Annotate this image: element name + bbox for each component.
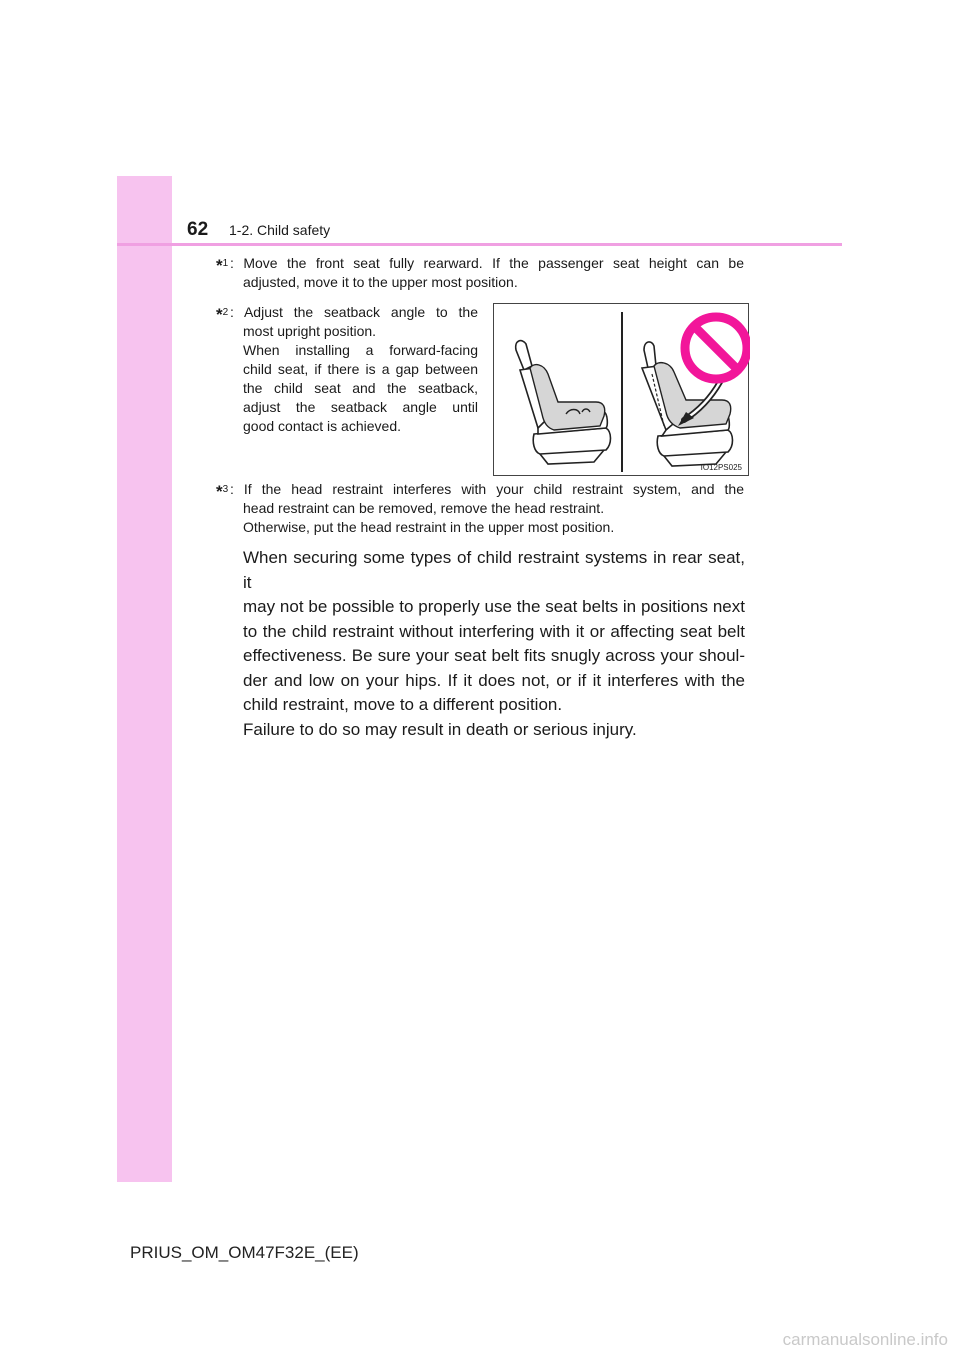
paragraph-line: may not be possible to properly use the seat belts in positions next	[243, 597, 745, 616]
footnote-2	[216, 303, 478, 436]
footnote-3	[216, 480, 744, 537]
section-title: 1-2. Child safety	[229, 222, 331, 238]
footnote-line: most upright position.	[243, 323, 377, 339]
paragraph-line: Failure to do so may result in death or serious injury.	[243, 719, 637, 739]
footnote-marker: *$^1$	[216, 256, 229, 275]
footnote-line: adjust the seatback angle until	[243, 399, 478, 415]
seat-drawing	[494, 304, 750, 477]
child-seat-illustration	[493, 303, 749, 476]
paragraph-line: to the child restraint without interfering with it or affecting seat belt	[243, 621, 745, 641]
footnote-marker: *$^3$	[216, 482, 229, 501]
footnote-line: Otherwise, put the head restraint in the upper most position.	[243, 519, 615, 535]
footnote-line: the child seat and the seatback,	[243, 380, 478, 396]
figure-code: IO12PS025	[700, 463, 742, 472]
watermark: carmanualsonline.info	[782, 1330, 948, 1349]
page-number: 62	[187, 219, 209, 240]
side-tab-bar	[117, 176, 172, 1182]
prohibition-icon	[685, 317, 747, 379]
header-divider	[117, 243, 842, 246]
footnote-line: : Move the front seat fully rearward. If the passenger seat height can be	[230, 255, 744, 271]
footnote-line: : If the head restraint interferes with your child restraint system, and the	[230, 481, 744, 497]
footnote-line: When installing a forward-facing	[243, 342, 478, 358]
footnote-line: adjusted, move it to the upper most position.	[243, 274, 518, 290]
footnote-marker: *$^2$	[216, 305, 229, 324]
footnote-line: head restraint can be removed, remove the head restraint.	[243, 500, 605, 516]
paragraph-line: When securing some types of child restraint systems in rear seat, it	[243, 548, 745, 592]
paragraph-line: child restraint, move to a different position.	[243, 695, 563, 714]
footnote-line: good contact is achieved.	[243, 418, 401, 434]
paragraph-line: effectiveness. Be sure your seat belt fits snugly across your shoul-	[243, 646, 745, 665]
footnote-1	[216, 254, 744, 292]
paragraph-line: der and low on your hips. If it does not, or if it interferes with the	[243, 670, 745, 690]
document-id: PRIUS_OM_OM47F32E_(EE)	[130, 1243, 359, 1262]
footnote-line: child seat, if there is a gap between	[243, 361, 478, 377]
warning-paragraph	[243, 546, 745, 742]
footnote-line: : Adjust the seatback angle to the	[230, 304, 478, 320]
